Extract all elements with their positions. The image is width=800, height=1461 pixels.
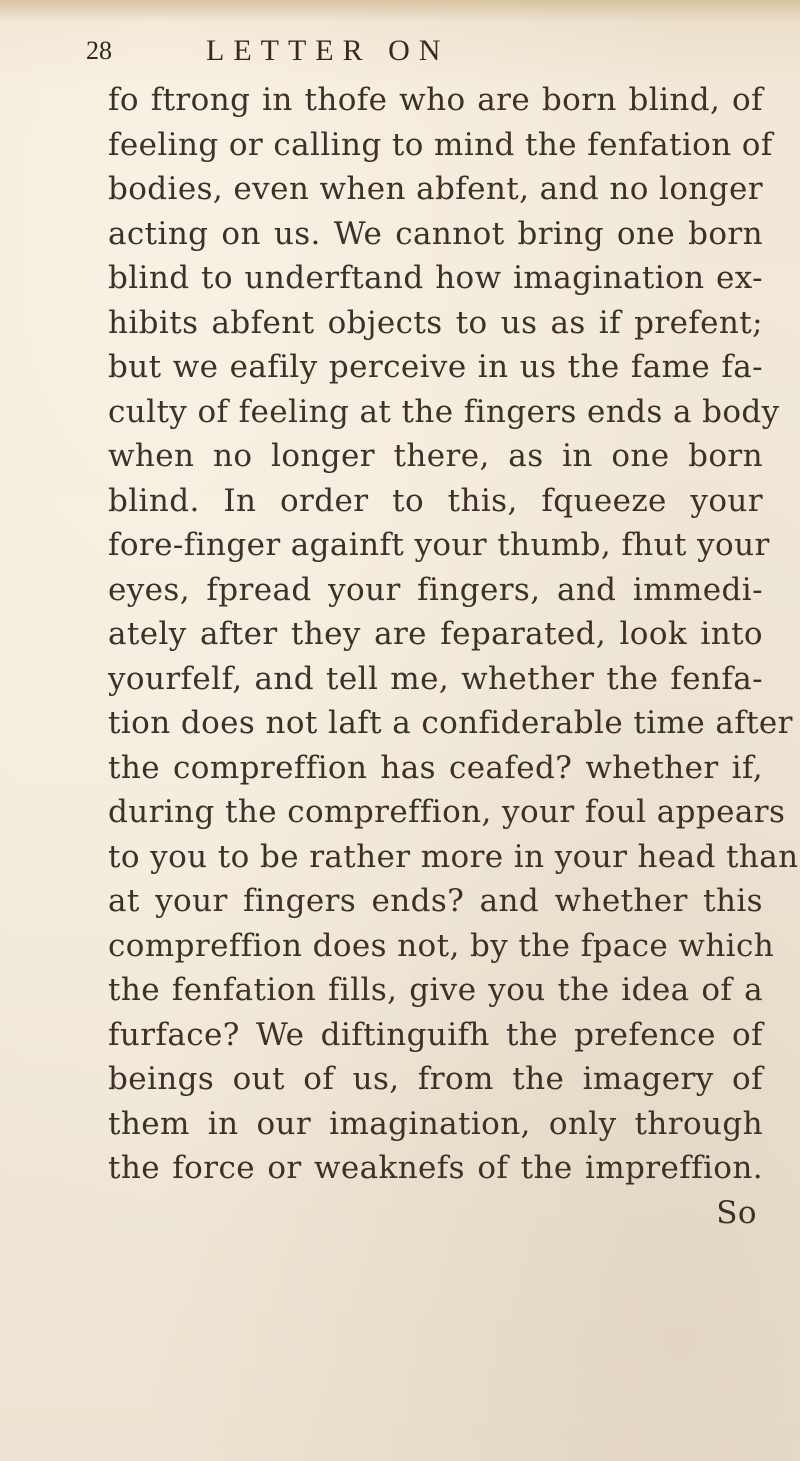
text-line: beings out of us, from the imagery of: [108, 1061, 763, 1097]
page-number: 28: [86, 36, 112, 65]
text-line: ately after they are feparated, look into: [108, 616, 763, 652]
text-line: them in our imagination, only through: [108, 1105, 763, 1142]
text-line: fore-finger againft your thumb, fhut your: [108, 527, 770, 563]
text-line: when no longer there, as in one born: [108, 438, 763, 474]
text-line: to you to be rather more in your head than: [108, 838, 799, 875]
running-head: LETTER ON: [206, 34, 450, 67]
text-line: the fenfation fills, give you the idea of a: [108, 972, 763, 1008]
text-line: feeling or calling to mind the fenfation of: [108, 126, 773, 163]
text-line: eyes, fpread your fingers, and immedi-: [108, 571, 763, 608]
text-line: the force or weaknefs of the impreffion.: [108, 1150, 763, 1186]
text-line: the compreffion has ceafed? whether if,: [108, 749, 763, 786]
text-line: compreffion does not, by the fpace which: [108, 927, 775, 964]
text-line: blind to underftand how imagination ex-: [108, 260, 763, 296]
text-line: during the compreffion, your foul appears: [108, 794, 786, 830]
text-line: hibits abfent objects to us as if prefent;: [108, 304, 763, 341]
text-line: culty of feeling at the fingers ends a body: [108, 393, 780, 430]
text-line: acting on us. We cannot bring one born: [108, 215, 763, 252]
text-line: blind. In order to this, fqueeze your: [108, 482, 763, 519]
text-line: tion does not laft a confiderable time after: [108, 705, 793, 741]
catchword: So: [716, 1194, 757, 1231]
page-edge: [0, 0, 800, 22]
text-line: fo ftrong in thofe who are born blind, of: [108, 82, 763, 118]
page-header: [86, 30, 726, 70]
text-line: at your fingers ends? and whether this: [108, 883, 763, 919]
text-line: yourfelf, and tell me, whether the fenfa-: [108, 660, 763, 697]
text-line: bodies, even when abfent, and no longer: [108, 171, 763, 207]
text-line: but we eafily perceive in us the fame fa-: [108, 349, 763, 385]
body-text: [108, 78, 799, 1235]
text-line: furface? We diftinguifh the prefence of: [108, 1016, 763, 1053]
